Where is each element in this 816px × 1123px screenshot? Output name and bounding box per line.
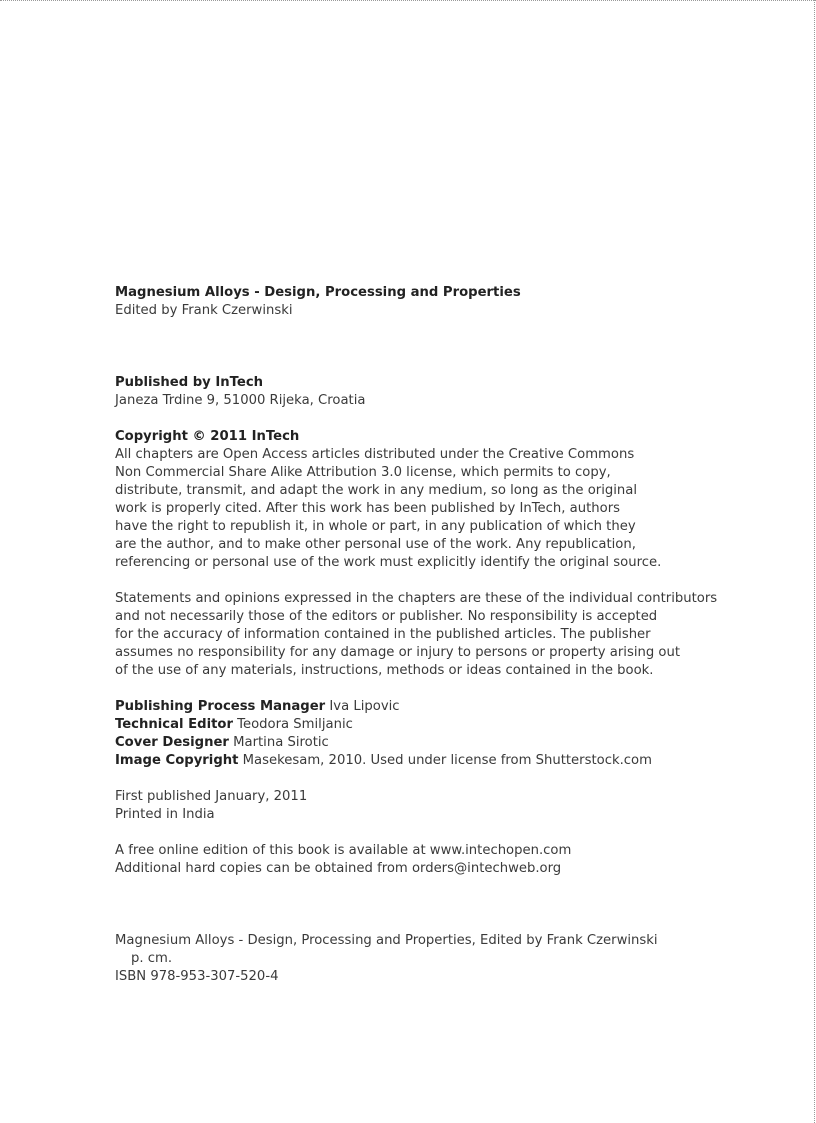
disclaimer-block: [115, 590, 795, 680]
credit-role: Publishing Process Manager: [115, 699, 326, 714]
publication-block: [115, 788, 795, 824]
copyright-line: are the author, and to make other personal use of the work. Any republication,: [115, 537, 636, 552]
copyright-line: distribute, transmit, and adapt the work in any medium, so long as the original: [115, 483, 638, 498]
copyright-line: referencing or personal use of the work must explicitly identify the original source.: [115, 555, 662, 570]
credit-row: [115, 698, 795, 716]
copyright-page: [115, 284, 795, 986]
credit-role: Image Copyright: [115, 753, 239, 768]
online-edition: A free online edition of this book is available at www.intechopen.com: [115, 843, 572, 858]
availability-block: [115, 842, 795, 878]
credit-row: [115, 752, 795, 770]
catalog-pages: p. cm.: [131, 951, 173, 966]
copyright-line: All chapters are Open Access articles distributed under the Creative Commons: [115, 447, 635, 462]
copyright-line: Non Commercial Share Alike Attribution 3.0 license, which permits to copy,: [115, 465, 611, 480]
first-published: First published January, 2011: [115, 789, 308, 804]
copyright-line: work is properly cited. After this work has been published by InTech, authors: [115, 501, 620, 516]
disclaimer-line: assumes no responsibility for any damage or injury to persons or property arising out: [115, 645, 681, 660]
credit-row: [115, 716, 795, 734]
title-block: [115, 284, 795, 320]
hard-copies: Additional hard copies can be obtained from orders@intechweb.org: [115, 861, 562, 876]
disclaimer-line: Statements and opinions expressed in the chapters are these of the individual contributors: [115, 591, 718, 606]
credit-row: [115, 734, 795, 752]
copyright-line: have the right to republish it, in whole or part, in any publication of which they: [115, 519, 636, 534]
page-top-border: [0, 0, 816, 1]
disclaimer-line: for the accuracy of information contained in the published articles. The publisher: [115, 627, 651, 642]
book-editor: Edited by Frank Czerwinski: [115, 303, 293, 318]
disclaimer-line: and not necessarily those of the editors or publisher. No responsibility is accepted: [115, 609, 658, 624]
catalog-isbn: ISBN 978-953-307-520-4: [115, 969, 279, 984]
credit-name: Martina Sirotic: [233, 735, 329, 750]
page-right-border: [814, 0, 815, 1123]
printed-in: Printed in India: [115, 807, 215, 822]
credit-name: Teodora Smiljanic: [237, 717, 353, 732]
copyright-heading: Copyright © 2011 InTech: [115, 429, 300, 444]
book-title: Magnesium Alloys - Design, Processing and Properties: [115, 285, 521, 300]
disclaimer-line: of the use of any materials, instructions, methods or ideas contained in the book.: [115, 663, 654, 678]
credits-block: [115, 698, 795, 770]
credit-role: Technical Editor: [115, 717, 233, 732]
publisher-address: Janeza Trdine 9, 51000 Rijeka, Croatia: [115, 393, 366, 408]
credit-name: Iva Lipovic: [329, 699, 400, 714]
catalog-citation: Magnesium Alloys - Design, Processing and Properties, Edited by Frank Czerwinski: [115, 933, 658, 948]
copyright-block: [115, 428, 795, 572]
credit-role: Cover Designer: [115, 735, 229, 750]
credit-name: Masekesam, 2010. Used under license from Shutterstock.com: [242, 753, 652, 768]
publisher-heading: Published by InTech: [115, 375, 264, 390]
catalog-block: [115, 932, 795, 986]
publisher-block: [115, 374, 795, 410]
